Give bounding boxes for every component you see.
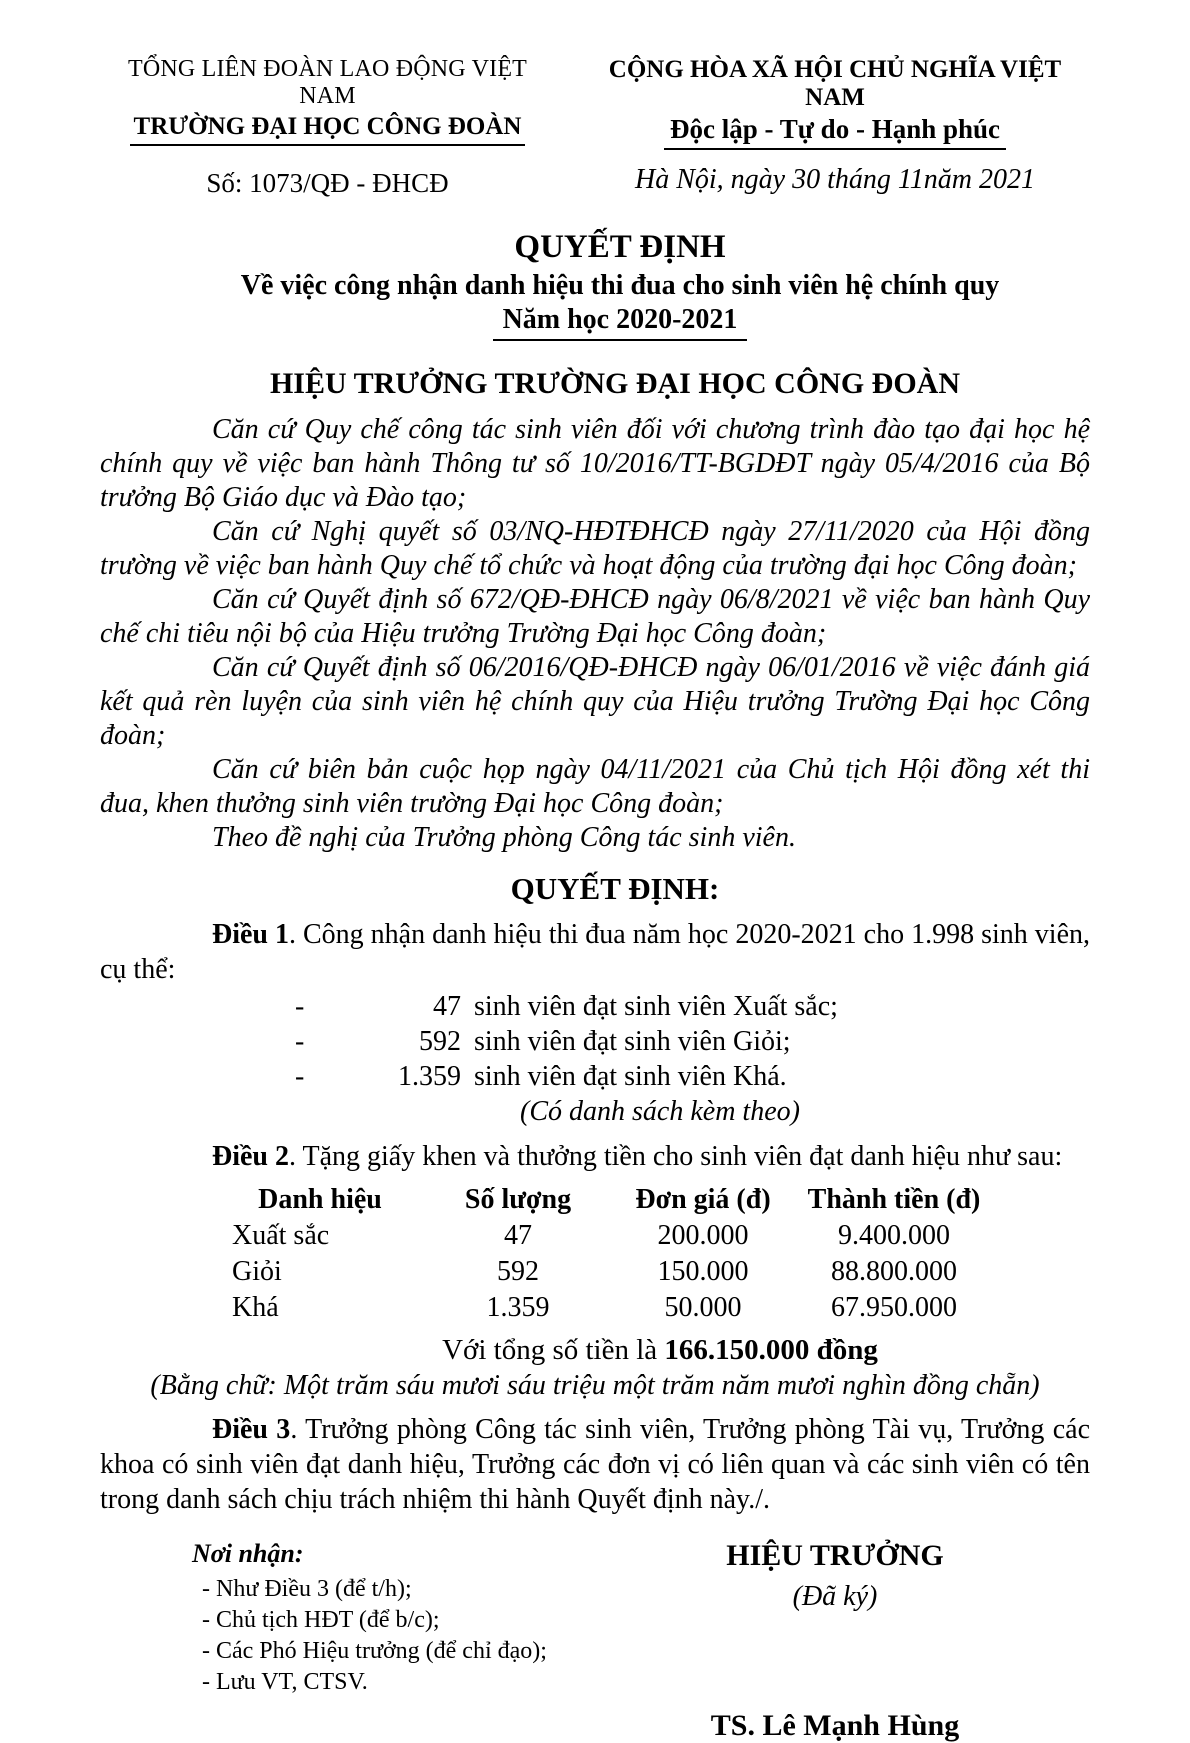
list-item xyxy=(295,989,1090,1024)
article-3-label: Điều 3 xyxy=(212,1414,291,1445)
article-2 xyxy=(100,1139,1090,1174)
table-cell: 592 xyxy=(497,1256,539,1287)
table-cell: 9.400.000 xyxy=(838,1220,950,1251)
table-cell: 200.000 xyxy=(657,1220,749,1251)
dash-bullet: - xyxy=(295,991,305,1022)
award-count: 592 xyxy=(419,1026,461,1057)
article-1 xyxy=(100,917,1090,987)
document-subject: Về việc công nhận danh hiệu thi đua cho sinh viên hệ chính quy xyxy=(240,270,1000,301)
amount-in-words: (Bằng chữ: Một trăm sáu mươi sáu triệu một trăm năm mươi nghìn đồng chẵn) xyxy=(150,1370,1040,1401)
column-header: Số lượng xyxy=(464,1184,572,1215)
article-2-text: . Tặng giấy khen và thưởng tiền cho sinh viên đạt danh hiệu như sau: xyxy=(289,1141,1063,1172)
school-year: Năm học 2020-2021 xyxy=(493,304,748,341)
article-1-label: Điều 1 xyxy=(212,919,289,950)
issuer-heading: HIỆU TRƯỞNG TRƯỜNG ĐẠI HỌC CÔNG ĐOÀN xyxy=(269,367,961,400)
column-header: Đơn giá (đ) xyxy=(635,1184,771,1215)
issuing-org-block xyxy=(100,56,555,199)
list-item: - Chủ tịch HĐT (để b/c); xyxy=(202,1607,440,1633)
total-amount-line xyxy=(100,1334,1090,1367)
table-cell: 50.000 xyxy=(664,1292,742,1323)
table-cell: 1.359 xyxy=(486,1292,550,1323)
dash-bullet: - xyxy=(295,1026,305,1057)
parent-organization: TỔNG LIÊN ĐOÀN LAO ĐỘNG VIỆT NAM xyxy=(127,56,528,109)
signer-name: TS. Lê Mạnh Hùng xyxy=(710,1709,960,1742)
article-2-label: Điều 2 xyxy=(212,1141,289,1172)
table-cell: 150.000 xyxy=(657,1256,749,1287)
article-3-text: . Trưởng phòng Công tác sinh viên, Trưởng phòng Tài vụ, Trưởng các khoa có sinh viên đạt danh hiệu, Trưởng các đơn vị có liên quan và các sinh viên có tên trong danh sách chịu trách nhiệm thi hành Quyết định này./. xyxy=(100,1414,1091,1515)
list-item: - Như Điều 3 (để t/h); xyxy=(202,1576,412,1602)
preamble-paragraph: Căn cứ Quyết định số 06/2016/QĐ-ĐHCĐ ngày 06/01/2016 về việc đánh giá kết quả rèn luyện của sinh viên hệ chính quy của Hiệu trưởng Trường Đại học Công đoàn; xyxy=(100,652,1090,751)
award-count: 1.359 xyxy=(398,1061,461,1092)
table-header-row xyxy=(212,1182,990,1218)
document-type-title: QUYẾT ĐỊNH xyxy=(514,229,726,265)
preamble-paragraph: Căn cứ biên bản cuộc họp ngày 04/11/2021 của Chủ tịch Hội đồng xét thi đua, khen thưởng sinh viên trường Đại học Công đoàn; xyxy=(100,754,1090,819)
preamble xyxy=(100,413,1090,855)
document-number: Số: 1073/QĐ - ĐHCĐ xyxy=(206,168,449,198)
signature-block xyxy=(635,1539,1035,1743)
award-count-list xyxy=(295,989,1090,1094)
column-header: Danh hiệu xyxy=(258,1184,382,1215)
preamble-paragraph: Căn cứ Quyết định số 672/QĐ-ĐHCĐ ngày 06/8/2021 về việc ban hành Quy chế chi tiêu nội bộ của Hiệu trưởng Trường Đại học Công đoàn; xyxy=(100,584,1090,649)
table-row xyxy=(212,1290,990,1326)
table-row xyxy=(212,1254,990,1290)
preamble-paragraph: Căn cứ Quy chế công tác sinh viên đối với chương trình đào tạo đại học hệ chính quy về việc ban hành Thông tư số 10/2016/TT-BGDĐT ngày 05/4/2016 của Bộ trưởng Bộ Giáo dục và Đào tạo; xyxy=(100,414,1090,513)
decision-heading: QUYẾT ĐỊNH: xyxy=(510,871,720,906)
list-item: - Các Phó Hiệu trưởng (để chỉ đạo); xyxy=(202,1638,547,1664)
preamble-paragraph: Theo đề nghị của Trưởng phòng Công tác sinh viên. xyxy=(212,822,796,853)
total-prefix: Với tổng số tiền là xyxy=(442,1334,665,1366)
award-label: sinh viên đạt sinh viên Giỏi; xyxy=(474,1026,791,1057)
dash-bullet: - xyxy=(295,1061,305,1092)
list-item xyxy=(295,1059,1090,1094)
recipients-label: Nơi nhận: xyxy=(192,1539,304,1568)
national-header-block xyxy=(580,56,1090,196)
table-cell: 67.950.000 xyxy=(831,1292,957,1323)
total-amount: 166.150.000 đồng xyxy=(664,1334,878,1366)
national-title: CỘNG HÒA XÃ HỘI CHỦ NGHĨA VIỆT NAM xyxy=(608,56,1062,111)
table-row xyxy=(212,1218,990,1254)
award-count: 47 xyxy=(433,991,461,1022)
reward-table xyxy=(212,1182,990,1326)
recipients-list xyxy=(192,1574,622,1698)
university-name: TRƯỜNG ĐẠI HỌC CÔNG ĐOÀN xyxy=(130,113,526,146)
table-cell: 88.800.000 xyxy=(831,1256,957,1287)
table-cell: Khá xyxy=(232,1292,279,1323)
column-header: Thành tiền (đ) xyxy=(807,1184,981,1215)
document-footer xyxy=(100,1539,1090,1743)
table-cell: 47 xyxy=(504,1220,532,1251)
signer-title: HIỆU TRƯỞNG xyxy=(726,1539,944,1572)
document-header xyxy=(100,56,1090,199)
list-item xyxy=(295,1024,1090,1059)
title-block xyxy=(100,229,1090,341)
list-item: - Lưu VT, CTSV. xyxy=(202,1669,368,1695)
recipients-block xyxy=(192,1539,622,1743)
attachment-note: (Có danh sách kèm theo) xyxy=(520,1096,800,1127)
signed-note: (Đã ký) xyxy=(792,1581,878,1612)
award-label: sinh viên đạt sinh viên Xuất sắc; xyxy=(474,991,838,1022)
preamble-paragraph: Căn cứ Nghị quyết số 03/NQ-HĐTĐHCĐ ngày 27/11/2020 của Hội đồng trường về việc ban hành Quy chế tổ chức và hoạt động của trường đại học Công đoàn; xyxy=(100,516,1090,581)
award-label: sinh viên đạt sinh viên Khá. xyxy=(474,1061,787,1092)
article-3 xyxy=(100,1412,1090,1517)
national-motto: Độc lập - Tự do - Hạnh phúc xyxy=(664,114,1006,150)
article-1-text: . Công nhận danh hiệu thi đua năm học 2020-2021 cho 1.998 sinh viên, cụ thể: xyxy=(100,919,1090,985)
table-cell: Giỏi xyxy=(232,1256,282,1287)
table-cell: Xuất sắc xyxy=(232,1220,330,1251)
place-and-date: Hà Nội, ngày 30 tháng 11năm 2021 xyxy=(634,164,1036,195)
